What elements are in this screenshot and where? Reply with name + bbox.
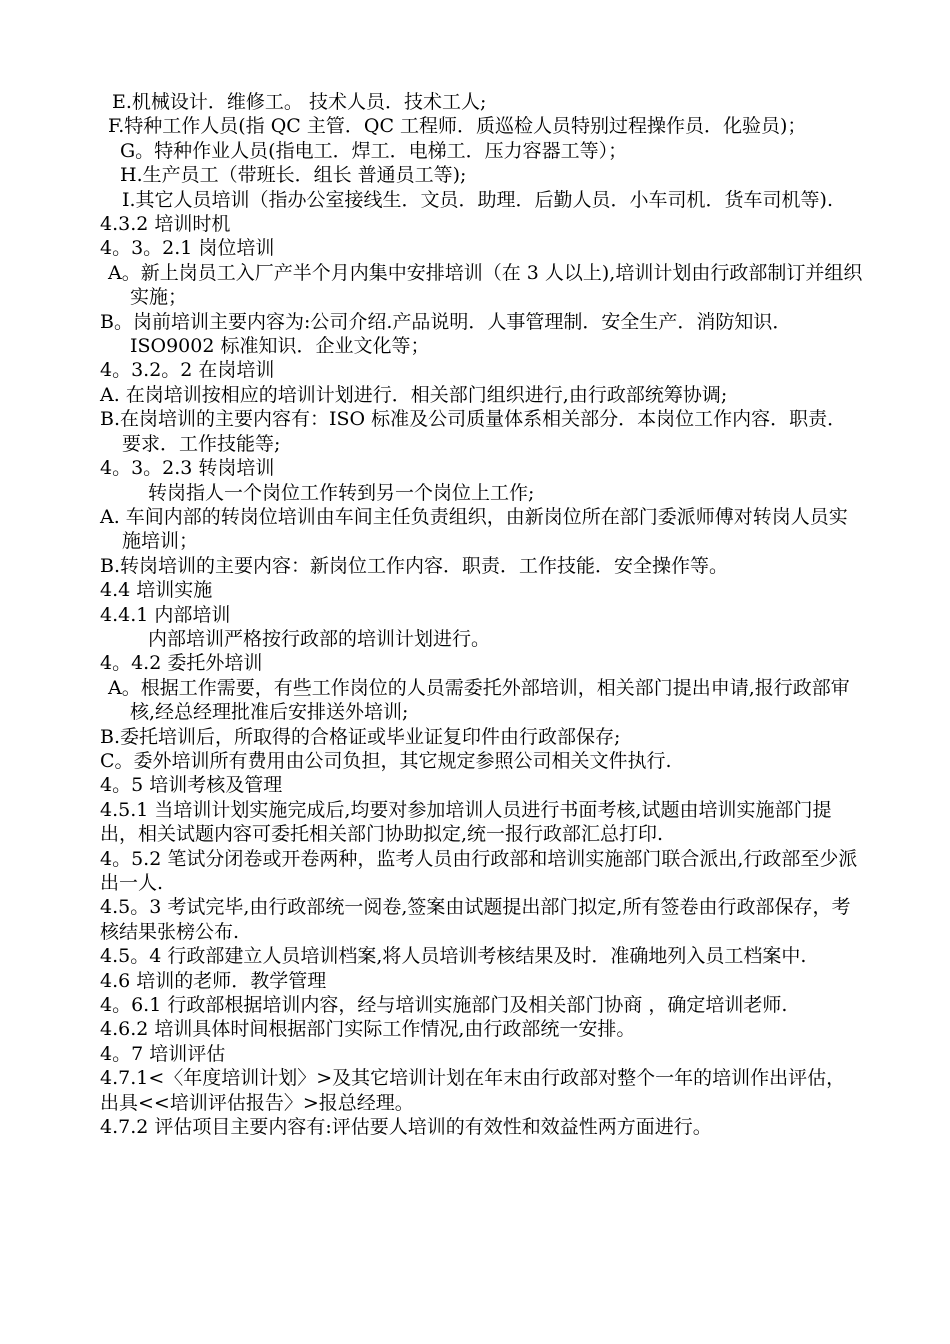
list-item-i: I.其它人员培训（指办公室接线生．文员．助理．后勤人员．小车司机．货车司机等). bbox=[122, 188, 833, 211]
list-item: A. 车间内部的转岗位培训由车间主任负责组织，由新岗位所在部门委派师傅对转岗人员实施培训； bbox=[100, 505, 848, 553]
section-heading-4-3-2-3: 4。3。2.3 转岗培训 bbox=[100, 457, 275, 480]
list-item: A。新上岗员工入厂产半个月内集中安排培训（在 3 人以上),培训计划由行政部制订并组织实施； bbox=[108, 261, 863, 309]
list-item-g: G。特种作业人员(指电工．焊工．电梯工．压力容器工等）； bbox=[120, 139, 628, 162]
section-heading-4-4: 4.4 培训实施 bbox=[100, 579, 213, 602]
section-heading-4-5: 4。5 培训考核及管理 bbox=[100, 774, 283, 797]
list-item: B.在岗培训的主要内容有：ISO 标准及公司质量体系相关部分．本岗位工作内容．职责．要求．工作技能等; bbox=[100, 408, 847, 455]
section-heading-4-3-2: 4.3.2 培训时机 bbox=[100, 213, 231, 236]
list-item-h: H.生产员工（带班长．组长 普通员工等); bbox=[120, 164, 467, 187]
paragraph: 4.5。4 行政部建立人员培训档案,将人员培训考核结果及时．准确地列入员工档案中. bbox=[100, 945, 807, 968]
section-heading-4-3-2-2: 4。3.2。2 在岗培训 bbox=[100, 359, 275, 382]
list-item: C。委外培训所有费用由公司负担，其它规定参照公司相关文件执行. bbox=[100, 749, 672, 772]
paragraph: 4.7.1<〈年度培训计划〉>及其它培训计划在年末由行政部对整个一年的培训作出评估，出具<<培训评估报告〉>报总经理。 bbox=[100, 1067, 846, 1114]
paragraph: 内部培训严格按行政部的培训计划进行。 bbox=[148, 627, 491, 650]
section-heading-4-3-2-1: 4。3。2.1 岗位培训 bbox=[100, 237, 275, 260]
paragraph: 4。5.2 笔试分闭卷或开卷两种，监考人员由行政部和培训实施部门联合派出,行政部至少派出一人. bbox=[100, 847, 858, 894]
list-item-f: F.特种工作人员(指 QC 主管．QC 工程师．质巡检人员特别过程操作员．化验员)； bbox=[108, 115, 807, 138]
paragraph: 4。6.1 行政部根据培训内容，经与培训实施部门及相关部门协商 ，确定培训老师. bbox=[100, 994, 788, 1017]
section-heading-4-6: 4.6 培训的老师．教学管理 bbox=[100, 969, 327, 992]
list-item: A. 在岗培训按相应的培训计划进行．相关部门组织进行,由行政部统筹协调; bbox=[100, 383, 728, 406]
section-heading-4-4-1: 4.4.1 内部培训 bbox=[100, 603, 231, 626]
section-heading-4-7: 4。7 培训评估 bbox=[100, 1042, 226, 1065]
section-heading-4-4-2: 4。4.2 委托外培训 bbox=[100, 652, 263, 675]
paragraph: 4.5.1 当培训计划实施完成后,均要对参加培训人员进行书面考核,试题由培训实施部门提出，相关试题内容可委托相关部门协助拟定,统一报行政部汇总打印. bbox=[100, 798, 832, 846]
list-item: B.委托培训后，所取得的合格证或毕业证复印件由行政部保存; bbox=[100, 725, 621, 748]
list-item: A。根据工作需要，有些工作岗位的人员需委托外部培训，相关部门提出申请,报行政部审核,经总经理批准后安排送外培训; bbox=[108, 676, 850, 724]
list-item: B。岗前培训主要内容为:公司介绍.产品说明．人事管理制．安全生产．消防知识．ISO9002 标准知识．企业文化等； bbox=[100, 310, 792, 358]
paragraph: 转岗指人一个岗位工作转到另一个岗位上工作; bbox=[148, 481, 535, 504]
list-item-e: E.机械设计．维修工。 技术人员．技术工人; bbox=[112, 91, 487, 113]
paragraph: 4.5。3 考试完毕,由行政部统一阅卷,签案由试题提出部门拟定,所有签卷由行政部保存，考核结果张榜公布. bbox=[100, 896, 851, 943]
paragraph: 4.7.2 评估项目主要内容有:评估要人培训的有效性和效益性两方面进行。 bbox=[100, 1116, 712, 1139]
list-item: B.转岗培训的主要内容：新岗位工作内容．职责．工作技能．安全操作等。 bbox=[100, 554, 729, 577]
paragraph: 4.6.2 培训具体时间根据部门实际工作情况,由行政部统一安排。 bbox=[100, 1018, 636, 1041]
